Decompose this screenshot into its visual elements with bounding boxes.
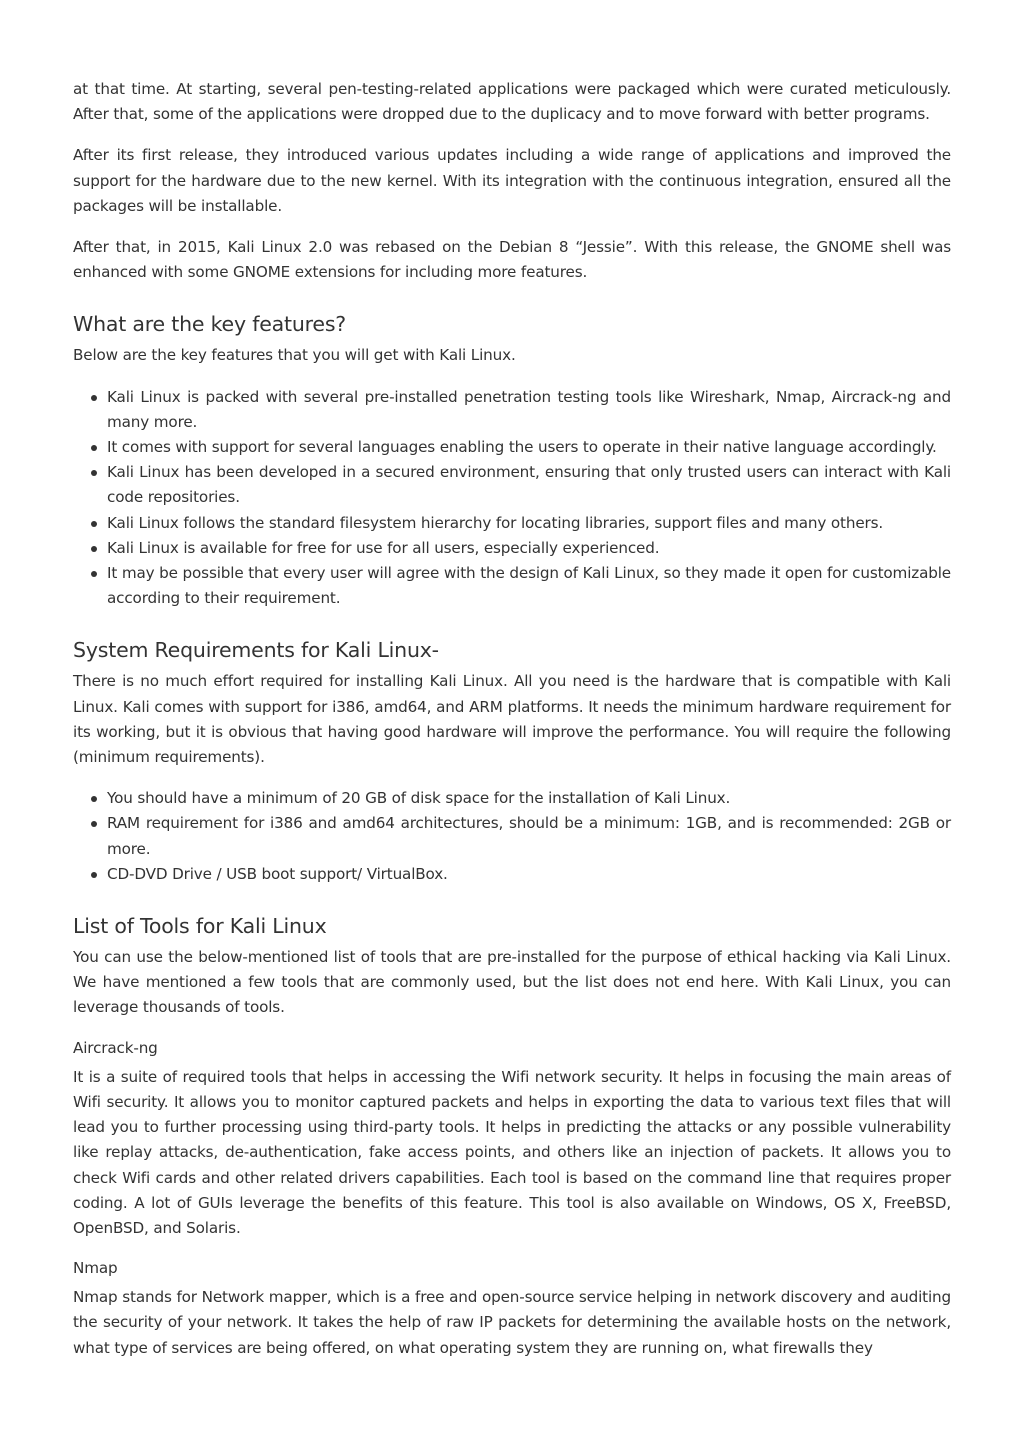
list-item-text: You should have a minimum of 20 GB of disk space for the installation of Kali Linux. bbox=[107, 789, 731, 808]
bullet-icon bbox=[91, 470, 97, 476]
list-item-text: Kali Linux follows the standard filesystem hierarchy for locating libraries, support files and many others. bbox=[107, 513, 884, 532]
list-item-text: It comes with support for several languages enabling the users to operate in their native language accordingly. bbox=[107, 438, 937, 457]
requirements-heading: System Requirements for Kali Linux- bbox=[73, 638, 439, 663]
bullet-icon bbox=[91, 821, 97, 827]
list-item bbox=[107, 460, 951, 510]
aircrack-heading: Aircrack-ng bbox=[73, 1038, 158, 1057]
list-item-text: CD-DVD Drive / USB boot support/ VirtualBox. bbox=[107, 864, 448, 883]
document-page bbox=[73, 77, 951, 1377]
features-intro: Below are the key features that you will get with Kali Linux. bbox=[73, 346, 516, 365]
list-item-text: Kali Linux is available for free for use for all users, especially experienced. bbox=[107, 538, 660, 557]
list-item bbox=[107, 385, 951, 435]
requirements-list bbox=[73, 786, 951, 887]
list-item bbox=[107, 811, 951, 861]
aircrack-paragraph: It is a suite of required tools that helps in accessing the Wifi network security. It helps in focusing the main areas of Wifi security. It allows you to monitor captured packets and helps in exporting the data to various text files that will lead you to further processing using third-party tools. It helps in predicting the attacks or any possible vulnerability like replay attacks, de-authentication, fake access points, and others like an injection of packets. It allows you to check Wifi cards and other related drivers capabilities. Each tool is based on the command line that requires proper coding. A lot of GUIs leverage the benefits of this feature. This tool is also available on Windows, OS X, FreeBSD, OpenBSD, and Solaris. bbox=[73, 1067, 951, 1237]
list-item-text: Kali Linux is packed with several pre-installed penetration testing tools like Wireshark, Nmap, Aircrack-ng and many more. bbox=[107, 387, 951, 431]
history-paragraph-3: After that, in 2015, Kali Linux 2.0 was rebased on the Debian 8 “Jessie”. With this release, the GNOME shell was enhanced with some GNOME extensions for including more features. bbox=[73, 238, 951, 282]
bullet-icon bbox=[91, 796, 97, 802]
bullet-icon bbox=[91, 521, 97, 527]
list-item-text: RAM requirement for i386 and amd64 architectures, should be a minimum: 1GB, and is recommended: 2GB or more. bbox=[107, 814, 951, 858]
bullet-icon bbox=[91, 395, 97, 401]
nmap-heading: Nmap bbox=[73, 1259, 118, 1278]
nmap-paragraph: Nmap stands for Network mapper, which is a free and open-source service helping in network discovery and auditing the security of your network. It takes the help of raw IP packets for determining the available hosts on the network, what type of services are being offered, on what operating system they are running on, what firewalls they bbox=[73, 1288, 951, 1357]
features-heading: What are the key features? bbox=[73, 312, 346, 337]
list-item bbox=[107, 862, 951, 887]
history-paragraph-1: at that time. At starting, several pen-testing-related applications were packaged which were curated meticulously. After that, some of the applications were dropped due to the duplicacy and to move forward with better programs. bbox=[73, 80, 951, 124]
list-item bbox=[107, 786, 951, 811]
list-item bbox=[107, 435, 951, 460]
history-paragraph-2: After its first release, they introduced various updates including a wide range of applications and improved the support for the hardware due to the new kernel. With its integration with the continuous integration, ensured all the packages will be installable. bbox=[73, 146, 951, 215]
features-list bbox=[73, 385, 951, 612]
list-item-text: It may be possible that every user will agree with the design of Kali Linux, so they made it open for customizable according to their requirement. bbox=[107, 564, 951, 608]
bullet-icon bbox=[91, 546, 97, 552]
bullet-icon bbox=[91, 872, 97, 878]
list-item-text: Kali Linux has been developed in a secured environment, ensuring that only trusted users can interact with Kali code repositories. bbox=[107, 463, 951, 507]
bullet-icon bbox=[91, 571, 97, 577]
bullet-icon bbox=[91, 445, 97, 451]
list-item bbox=[107, 561, 951, 611]
tools-intro: You can use the below-mentioned list of tools that are pre-installed for the purpose of ethical hacking via Kali Linux. We have mentioned a few tools that are commonly used, but the list does not end here. With Kali Linux, you can leverage thousands of tools. bbox=[73, 948, 951, 1017]
list-item bbox=[107, 511, 951, 536]
list-item bbox=[107, 536, 951, 561]
tools-heading: List of Tools for Kali Linux bbox=[73, 914, 327, 939]
requirements-intro: There is no much effort required for installing Kali Linux. All you need is the hardware that is compatible with Kali Linux. Kali comes with support for i386, amd64, and ARM platforms. It needs the minimum hardware requirement for its working, but it is obvious that having good hardware will improve the performance. You will require the following (minimum requirements). bbox=[73, 672, 951, 767]
